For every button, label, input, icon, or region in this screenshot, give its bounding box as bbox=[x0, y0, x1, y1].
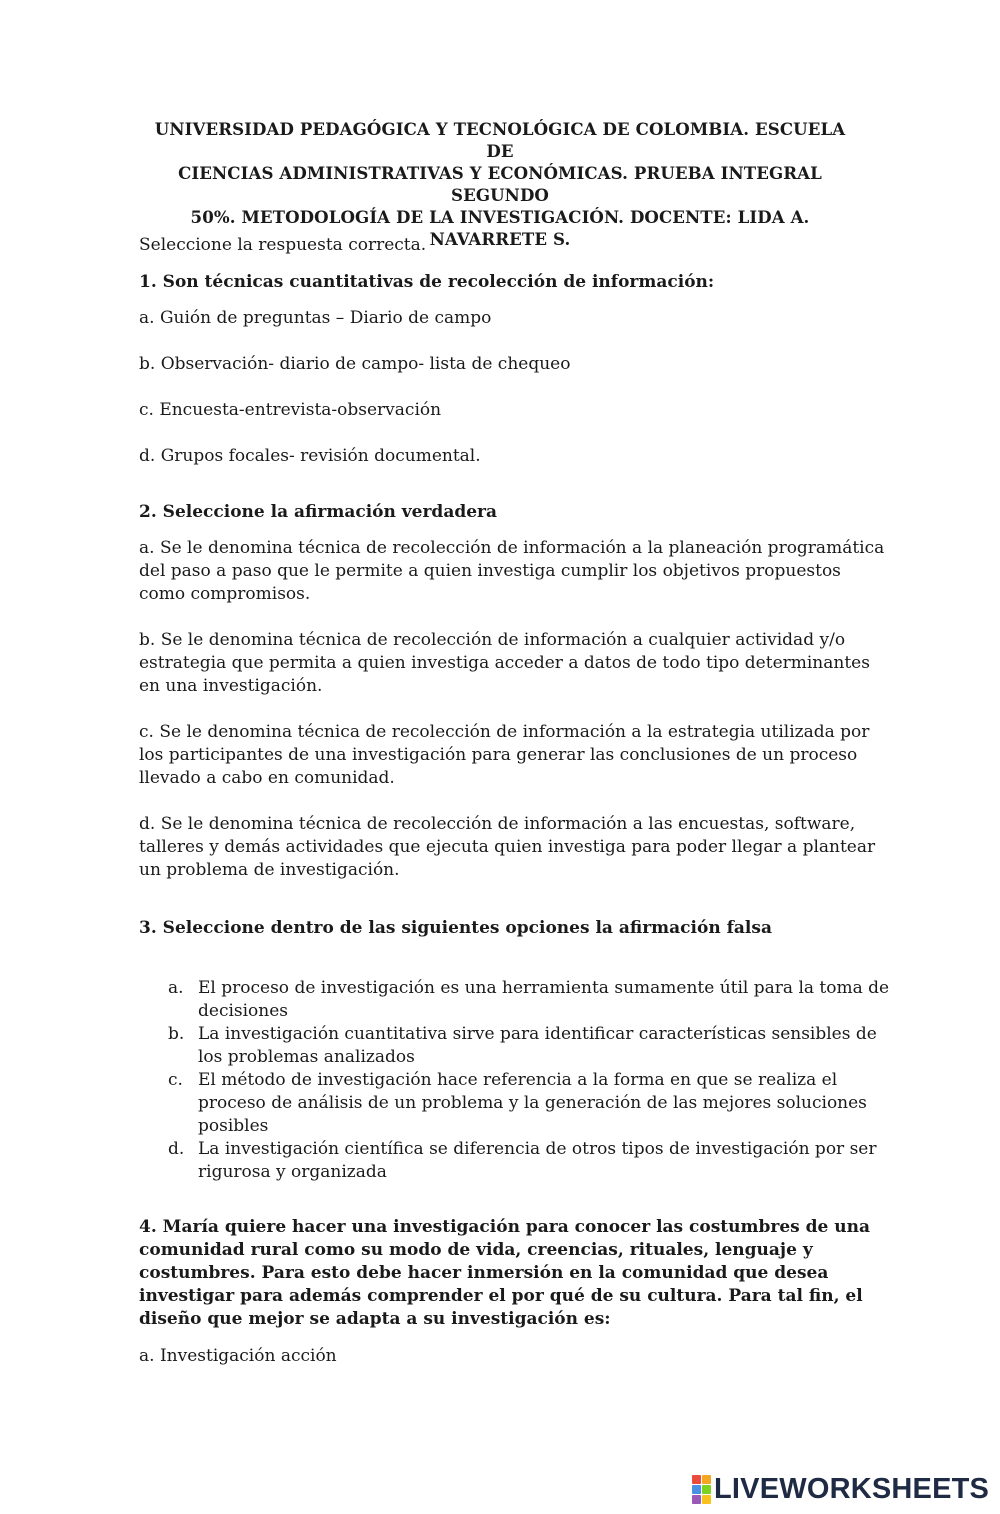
option-line: decisiones bbox=[198, 1001, 289, 1021]
question-2-option-a[interactable] bbox=[139, 537, 884, 606]
question-4-title bbox=[139, 1216, 870, 1331]
option-line: posibles bbox=[198, 1116, 269, 1136]
question-2-title: 2. Seleccione la afirmación verdadera bbox=[139, 502, 498, 522]
option-line: proceso de análisis de un problema y la generación de las mejores soluciones bbox=[198, 1093, 867, 1113]
question-2-option-d[interactable] bbox=[139, 813, 875, 882]
logo-square bbox=[692, 1485, 701, 1494]
list-marker: a. bbox=[168, 978, 184, 998]
title-line: investigar para además comprender el por qué de su cultura. Para tal fin, el bbox=[139, 1286, 863, 1306]
question-4-option-a[interactable]: a. Investigación acción bbox=[139, 1346, 337, 1366]
option-line: un problema de investigación. bbox=[139, 860, 400, 880]
title-line: 4. María quiere hacer una investigación para conocer las costumbres de una bbox=[139, 1217, 870, 1237]
header-line: 50%. METODOLOGÍA DE LA INVESTIGACIÓN. DOCENTE: LIDA A. NAVARRETE S. bbox=[190, 207, 810, 249]
list-marker: b. bbox=[168, 1024, 185, 1044]
brand-name: LIVEWORKSHEETS bbox=[714, 1473, 990, 1505]
liveworksheets-brand bbox=[692, 1474, 989, 1504]
logo-square bbox=[702, 1475, 711, 1484]
header-line: CIENCIAS ADMINISTRATIVAS Y ECONÓMICAS. PRUEBA INTEGRAL SEGUNDO bbox=[178, 163, 822, 205]
title-line: comunidad rural como su modo de vida, creencias, rituales, lenguaje y bbox=[139, 1240, 813, 1260]
question-1-option-a[interactable]: a. Guión de preguntas – Diario de campo bbox=[139, 308, 492, 328]
option-line: los participantes de una investigación para generar las conclusiones de un proceso bbox=[139, 745, 858, 765]
option-line: estrategia que permita a quien investiga acceder a datos de todo tipo determinantes bbox=[139, 653, 870, 673]
option-line: llevado a cabo en comunidad. bbox=[139, 768, 395, 788]
question-2-option-b[interactable] bbox=[139, 629, 870, 698]
list-marker: d. bbox=[168, 1139, 185, 1159]
list-marker: c. bbox=[168, 1070, 183, 1090]
question-2-option-c[interactable] bbox=[139, 721, 869, 790]
option-line: del paso a paso que le permite a quien investiga cumplir los objetivos propuestos bbox=[139, 561, 841, 581]
option-line: talleres y demás actividades que ejecuta quien investiga para poder llegar a plantear bbox=[139, 837, 876, 857]
liveworksheets-logo-icon bbox=[692, 1475, 711, 1504]
title-line: diseño que mejor se adapta a su investigación es: bbox=[139, 1309, 611, 1329]
option-line: c. Se le denomina técnica de recolección de información a la estrategia utilizada por bbox=[139, 722, 870, 742]
option-line: La investigación científica se diferencia de otros tipos de investigación por ser bbox=[198, 1139, 877, 1159]
question-1-title: 1. Son técnicas cuantitativas de recolección de información: bbox=[139, 272, 715, 292]
title-line: costumbres. Para esto debe hacer inmersión en la comunidad que desea bbox=[139, 1263, 829, 1283]
option-line: d. Se le denomina técnica de recolección de información a las encuestas, software, bbox=[139, 814, 856, 834]
question-3-title: 3. Seleccione dentro de las siguientes opciones la afirmación falsa bbox=[139, 918, 772, 938]
option-line: a. Se le denomina técnica de recolección de información a la planeación programática bbox=[139, 538, 885, 558]
question-1-option-b[interactable]: b. Observación- diario de campo- lista de chequeo bbox=[139, 354, 571, 374]
option-line: El proceso de investigación es una herramienta sumamente útil para la toma de bbox=[198, 978, 890, 998]
instruction-text: Seleccione la respuesta correcta. bbox=[139, 235, 427, 255]
document-header bbox=[140, 118, 860, 250]
option-line: en una investigación. bbox=[139, 676, 323, 696]
question-1-option-c[interactable]: c. Encuesta-entrevista-observación bbox=[139, 400, 442, 420]
option-line: La investigación cuantitativa sirve para identificar características sensibles de bbox=[198, 1024, 877, 1044]
option-line: b. Se le denomina técnica de recolección de información a cualquier actividad y/o bbox=[139, 630, 846, 650]
option-line: El método de investigación hace referencia a la forma en que se realiza el bbox=[198, 1070, 838, 1090]
option-line: rigurosa y organizada bbox=[198, 1162, 387, 1182]
logo-square bbox=[702, 1495, 711, 1504]
logo-square bbox=[692, 1495, 701, 1504]
header-line: UNIVERSIDAD PEDAGÓGICA Y TECNOLÓGICA DE COLOMBIA. ESCUELA DE bbox=[154, 119, 846, 161]
option-line: como compromisos. bbox=[139, 584, 311, 604]
logo-square bbox=[692, 1475, 701, 1484]
option-line: los problemas analizados bbox=[198, 1047, 415, 1067]
question-1-option-d[interactable]: d. Grupos focales- revisión documental. bbox=[139, 446, 481, 466]
logo-square bbox=[702, 1485, 711, 1494]
